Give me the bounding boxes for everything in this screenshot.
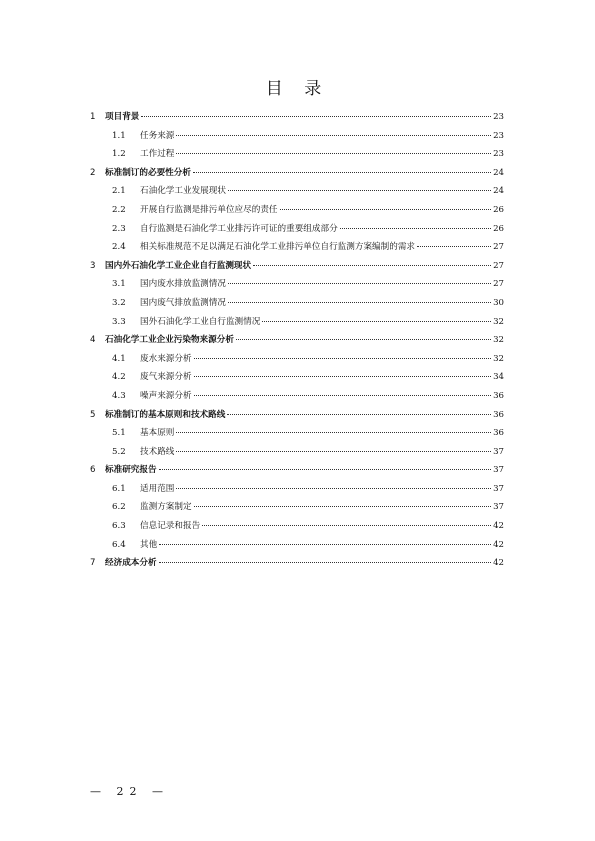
toc-entry[interactable] bbox=[90, 517, 504, 536]
toc-entry-number: 3.2 bbox=[112, 297, 126, 308]
dot-leader bbox=[228, 190, 491, 191]
toc-entry-label: 基本原则 bbox=[140, 428, 175, 439]
toc-entry-page: 27 bbox=[493, 242, 504, 253]
toc-entry-page: 30 bbox=[493, 297, 504, 308]
toc-entry[interactable] bbox=[90, 182, 504, 201]
toc-entry[interactable] bbox=[90, 424, 504, 443]
toc-entry-number: 2.2 bbox=[112, 204, 126, 215]
dot-leader bbox=[417, 246, 491, 247]
dot-leader bbox=[194, 358, 491, 359]
toc-entry-page: 24 bbox=[493, 186, 504, 197]
toc-entry-label: 国内废气排放监测情况 bbox=[140, 297, 226, 308]
toc-entry[interactable] bbox=[90, 480, 504, 499]
toc-entry-label: 相关标准规范不足以满足石油化学工业排污单位自行监测方案编制的需求 bbox=[140, 242, 416, 253]
toc-entry-number: 5.2 bbox=[112, 446, 126, 457]
dot-leader bbox=[141, 116, 491, 117]
toc-entry[interactable] bbox=[90, 108, 504, 127]
toc-entry-label: 国内废水排放监测情况 bbox=[140, 279, 226, 290]
toc-entry-number: 1.2 bbox=[112, 149, 126, 160]
toc-entry-label: 标准制订的必要性分析 bbox=[105, 167, 191, 178]
toc-entry-number: 1 bbox=[90, 112, 96, 122]
toc-entry-number: 2 bbox=[90, 167, 96, 178]
toc-entry[interactable] bbox=[90, 498, 504, 517]
dot-leader bbox=[227, 414, 491, 415]
toc-entry-page: 27 bbox=[493, 279, 504, 290]
toc-entry-number: 4 bbox=[90, 335, 96, 346]
toc-entry-page: 37 bbox=[493, 502, 504, 513]
dot-leader bbox=[194, 395, 491, 396]
toc-entry-page: 37 bbox=[493, 465, 504, 476]
toc-entry-number: 7 bbox=[90, 558, 96, 569]
toc-entry-label: 项目背景 bbox=[105, 112, 140, 122]
toc-entry-label: 技术路线 bbox=[140, 446, 175, 457]
toc-entry-page: 34 bbox=[493, 372, 504, 383]
toc-entry-number: 3.1 bbox=[112, 279, 126, 290]
toc-entry[interactable] bbox=[90, 145, 504, 164]
toc-entry-page: 32 bbox=[493, 353, 504, 364]
toc-entry[interactable] bbox=[90, 294, 504, 313]
toc-entry-number: 3 bbox=[90, 260, 96, 271]
toc-entry-page: 42 bbox=[493, 539, 504, 550]
toc-entry-page: 37 bbox=[493, 446, 504, 457]
dot-leader bbox=[202, 525, 491, 526]
toc-entry-label: 其他 bbox=[140, 539, 158, 550]
toc-entry-number: 3.3 bbox=[112, 316, 126, 327]
toc-entry-page: 36 bbox=[493, 428, 504, 439]
toc-entry-number: 5.1 bbox=[112, 428, 126, 439]
toc-entry-label: 国内外石油化学工业企业自行监测现状 bbox=[105, 260, 252, 271]
toc-entry-label: 适用范围 bbox=[140, 483, 175, 494]
dot-leader bbox=[176, 451, 491, 452]
toc-entry-page: 23 bbox=[493, 130, 504, 141]
toc-entry-label: 废水来源分析 bbox=[140, 353, 192, 364]
toc-entry-page: 23 bbox=[493, 149, 504, 160]
toc-entry-label: 国外石油化学工业自行监测情况 bbox=[140, 316, 261, 327]
toc-entry[interactable] bbox=[90, 313, 504, 332]
toc-entry-label: 开展自行监测是排污单位应尽的责任 bbox=[140, 204, 278, 215]
toc-entry[interactable] bbox=[90, 406, 504, 425]
toc-entry[interactable] bbox=[90, 368, 504, 387]
dot-leader bbox=[176, 135, 491, 136]
dot-leader bbox=[253, 265, 491, 266]
toc-entry-number: 6.1 bbox=[112, 483, 126, 494]
toc-entry[interactable] bbox=[90, 461, 504, 480]
toc-entry-page: 42 bbox=[493, 521, 504, 532]
toc-entry[interactable] bbox=[90, 127, 504, 146]
toc-entry-label: 石油化学工业发展现状 bbox=[140, 186, 226, 197]
toc-entry-number: 5 bbox=[90, 409, 96, 420]
dot-leader bbox=[176, 488, 491, 489]
toc-entry[interactable] bbox=[90, 220, 504, 239]
toc-entry-number: 6.2 bbox=[112, 502, 126, 513]
toc-entry-label: 监测方案制定 bbox=[140, 502, 192, 513]
toc-entry-page: 23 bbox=[493, 112, 504, 122]
toc-entry[interactable] bbox=[90, 257, 504, 276]
toc-entry-page: 36 bbox=[493, 390, 504, 401]
toc-entry-page: 24 bbox=[493, 167, 504, 178]
toc-entry-label: 标准制订的基本原则和技术路线 bbox=[105, 409, 226, 420]
table-of-contents bbox=[90, 108, 504, 573]
dot-leader bbox=[159, 469, 491, 470]
toc-entry-label: 废气来源分析 bbox=[140, 372, 192, 383]
toc-entry-label: 自行监测是石油化学工业排污许可证的重要组成部分 bbox=[140, 223, 338, 234]
toc-entry-label: 工作过程 bbox=[140, 149, 175, 160]
dot-leader bbox=[236, 339, 491, 340]
dot-leader bbox=[194, 376, 491, 377]
dot-leader bbox=[159, 562, 491, 563]
toc-entry[interactable] bbox=[90, 387, 504, 406]
dot-leader bbox=[176, 432, 491, 433]
toc-entry-number: 1.1 bbox=[112, 130, 126, 141]
toc-entry[interactable] bbox=[90, 275, 504, 294]
dot-leader bbox=[228, 283, 491, 284]
toc-entry[interactable] bbox=[90, 164, 504, 183]
toc-entry-number: 2.1 bbox=[112, 186, 126, 197]
toc-entry-page: 26 bbox=[493, 204, 504, 215]
toc-entry-number: 6 bbox=[90, 465, 96, 476]
dot-leader bbox=[159, 544, 491, 545]
dot-leader bbox=[340, 228, 491, 229]
toc-entry-page: 42 bbox=[493, 558, 504, 569]
toc-entry[interactable] bbox=[90, 536, 504, 555]
dot-leader bbox=[194, 506, 491, 507]
page-footer-number: — 22 — bbox=[90, 785, 169, 798]
toc-entry-page: 26 bbox=[493, 223, 504, 234]
toc-entry-label: 标准研究报告 bbox=[105, 465, 157, 476]
toc-entry-label: 信息记录和报告 bbox=[140, 521, 201, 532]
toc-entry-label: 任务来源 bbox=[140, 130, 175, 141]
toc-entry-number: 4.2 bbox=[112, 372, 126, 383]
dot-leader bbox=[176, 153, 491, 154]
toc-title: 目 录 bbox=[265, 79, 330, 99]
toc-entry-number: 2.4 bbox=[112, 242, 126, 253]
toc-entry[interactable] bbox=[90, 350, 504, 369]
toc-entry[interactable] bbox=[90, 238, 504, 257]
toc-entry-page: 36 bbox=[493, 409, 504, 420]
toc-entry-number: 4.1 bbox=[112, 353, 126, 364]
toc-entry-page: 27 bbox=[493, 260, 504, 271]
toc-entry-number: 6.3 bbox=[112, 521, 126, 532]
toc-entry[interactable] bbox=[90, 443, 504, 462]
toc-entry-number: 6.4 bbox=[112, 539, 126, 550]
toc-entry-label: 经济成本分析 bbox=[105, 558, 157, 569]
toc-entry-page: 37 bbox=[493, 483, 504, 494]
toc-entry-number: 2.3 bbox=[112, 223, 126, 234]
dot-leader bbox=[280, 209, 492, 210]
dot-leader bbox=[262, 321, 491, 322]
toc-entry[interactable] bbox=[90, 331, 504, 350]
toc-entry[interactable] bbox=[90, 201, 504, 220]
toc-entry[interactable] bbox=[90, 554, 504, 573]
toc-entry-label: 噪声来源分析 bbox=[140, 390, 192, 401]
dot-leader bbox=[228, 302, 491, 303]
toc-entry-label: 石油化学工业企业污染物来源分析 bbox=[105, 335, 234, 346]
toc-entry-page: 32 bbox=[493, 316, 504, 327]
dot-leader bbox=[193, 172, 491, 173]
toc-entry-page: 32 bbox=[493, 335, 504, 346]
toc-entry-number: 4.3 bbox=[112, 390, 126, 401]
